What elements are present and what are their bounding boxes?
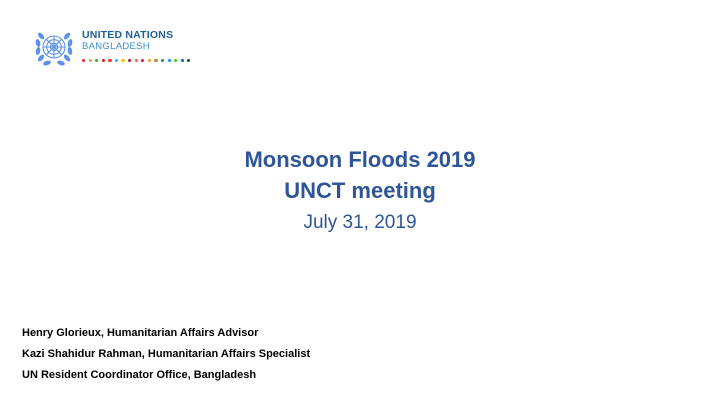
sdg-dot	[168, 59, 171, 62]
slide-title: Monsoon Floods 2019	[244, 147, 476, 172]
sdg-dot	[108, 59, 111, 62]
sdg-dot	[102, 59, 105, 62]
slide-date: July 31, 2019	[303, 212, 417, 233]
sdg-dot	[135, 59, 138, 62]
sdg-dot	[161, 59, 164, 62]
org-name: UNITED NATIONS	[82, 29, 174, 41]
sdg-dot	[181, 59, 184, 62]
sdg-dot	[95, 59, 98, 62]
sdg-dot	[148, 59, 151, 62]
sdg-dot	[154, 59, 157, 62]
org-country: BANGLADESH	[82, 41, 150, 52]
credit-line: UN Resident Coordinator Office, Bangladesh	[22, 369, 257, 381]
sdg-dot	[89, 59, 92, 62]
presenter-credits	[22, 323, 310, 386]
sdg-dot	[82, 59, 85, 62]
sdg-color-dots	[82, 59, 190, 62]
logo-text	[82, 29, 190, 62]
sdg-dot	[141, 59, 144, 62]
slide-subtitle: UNCT meeting	[284, 178, 436, 203]
un-logo	[33, 26, 190, 68]
sdg-dot	[128, 59, 131, 62]
sdg-dot	[187, 59, 190, 62]
sdg-dot	[115, 59, 118, 62]
un-emblem-icon	[33, 26, 75, 68]
sdg-dot	[121, 59, 124, 62]
title-block	[0, 144, 720, 238]
credit-line: Henry Glorieux, Humanitarian Affairs Advisor	[22, 327, 259, 339]
sdg-dot	[174, 59, 177, 62]
credit-line: Kazi Shahidur Rahman, Humanitarian Affairs Specialist	[22, 348, 311, 360]
